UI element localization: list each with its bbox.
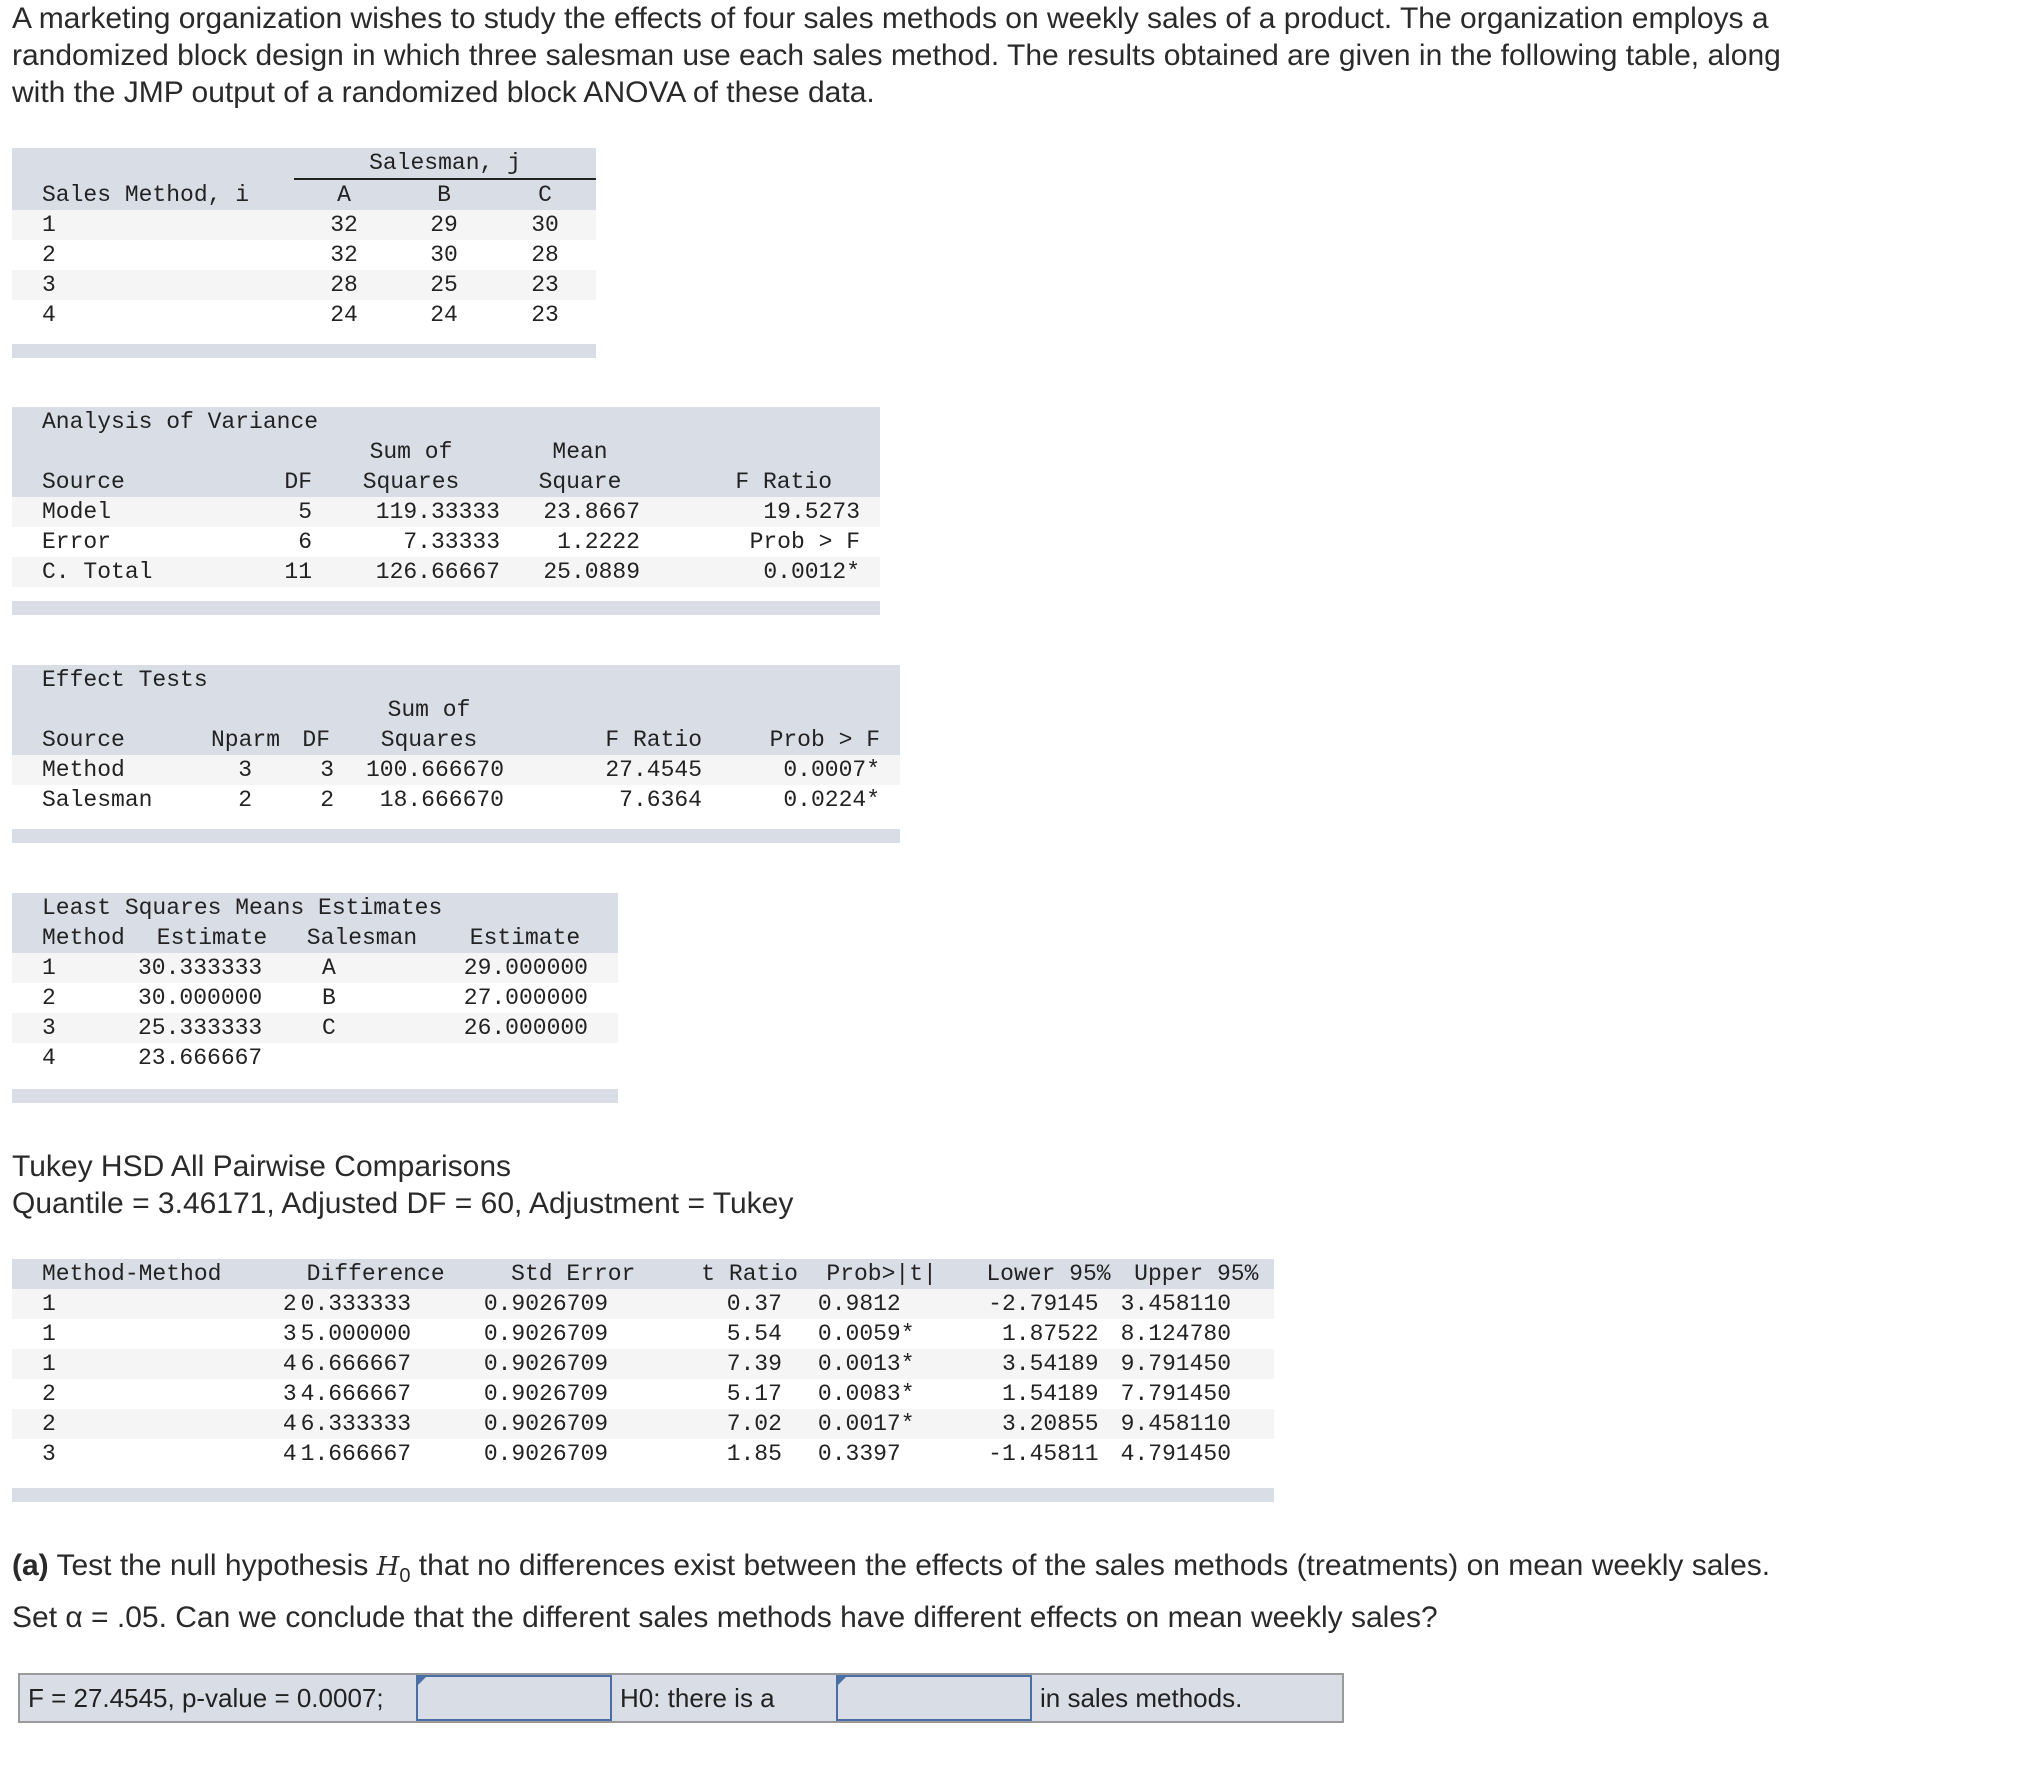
question-label: (a)	[12, 1549, 49, 1582]
cell: 119.33333	[375, 499, 500, 525]
cell: 30.333333	[138, 955, 263, 981]
cell: 30	[531, 212, 559, 238]
cell: 5.17	[726, 1381, 782, 1407]
table-row	[12, 240, 596, 270]
cell: 24	[330, 302, 358, 328]
cell: 0.0013*	[817, 1351, 915, 1377]
question-a	[12, 1545, 2002, 1639]
cell: 0.9026709	[483, 1321, 609, 1347]
tukey-title: Tukey HSD All Pairwise Comparisons	[12, 1150, 512, 1183]
table-row	[12, 1409, 1274, 1439]
table-row	[12, 210, 596, 240]
cell: 2	[320, 787, 334, 813]
cell: 0.9026709	[483, 1381, 609, 1407]
cell: 28	[531, 242, 559, 268]
effect-header-squares: Squares	[380, 727, 478, 753]
cell: 4	[282, 1351, 297, 1377]
cell: 30.000000	[138, 985, 263, 1011]
tukey-header-upper: Upper 95%	[1134, 1261, 1259, 1287]
intro-line-2: randomized block design in which three salesman use each sales method. The results obtained are given in the following table, along	[12, 39, 1781, 72]
sales-method-header: Sales Method, i	[42, 181, 250, 208]
table-row	[12, 1319, 1274, 1349]
answer-text-2: H0: there is a	[620, 1682, 775, 1713]
cell: A	[322, 955, 336, 981]
cell: Method	[42, 757, 125, 783]
cell: 3	[282, 1321, 297, 1347]
cell: 23.666667	[138, 1045, 263, 1071]
cell: 0.333333	[300, 1291, 412, 1317]
h0-symbol: H	[376, 1552, 400, 1582]
col-header-b: B	[437, 182, 451, 208]
cell: 0.0224*	[783, 787, 880, 813]
cell: 7.02	[726, 1411, 782, 1437]
cell: 6.333333	[300, 1411, 412, 1437]
cell: 2	[282, 1291, 297, 1317]
cell: 29.000000	[463, 955, 588, 981]
cell: 19.5273	[763, 499, 860, 525]
anova-header-source: Source	[42, 469, 125, 495]
anova-header-square: Square	[538, 469, 622, 495]
intro-line-1: A marketing organization wishes to study the effects of four sales methods on weekly sales of a product. The organization employs a	[12, 2, 1769, 35]
cell: 5.000000	[300, 1321, 412, 1347]
effect-tests-table	[12, 665, 900, 815]
cell: 6.666667	[300, 1351, 412, 1377]
col-header-a: A	[337, 182, 351, 208]
tukey-header-prob: Prob>|t|	[826, 1261, 937, 1287]
cell: 4.666667	[300, 1381, 412, 1407]
cell: 1.54189	[1001, 1381, 1099, 1407]
cell: 1	[42, 1321, 56, 1347]
effect-tests-footer-bar	[12, 829, 900, 843]
cell	[432, 1043, 618, 1073]
cell: Salesman	[42, 787, 153, 813]
tukey-heading	[12, 1148, 793, 1222]
tukey-header-method: Method	[42, 1261, 125, 1287]
table-row	[12, 953, 618, 983]
cell: 1	[42, 212, 56, 238]
answer-text-3: in sales methods.	[1040, 1682, 1243, 1713]
answer-text-1: F = 27.4545, p-value = 0.0007;	[28, 1682, 384, 1713]
cell: 3	[42, 1015, 56, 1041]
cell: 9.791450	[1120, 1351, 1232, 1377]
cell: C. Total	[42, 559, 153, 585]
table-row	[12, 270, 596, 300]
cell: 0.0007*	[783, 757, 880, 783]
cell: 26.000000	[463, 1015, 588, 1041]
cell: 4.791450	[1120, 1441, 1232, 1467]
cell: 0.9026709	[483, 1411, 609, 1437]
table-row	[12, 1379, 1274, 1409]
cell: 0.0012*	[763, 559, 860, 585]
anova-header-squares: Squares	[362, 469, 460, 495]
tukey-header-difference: Difference	[306, 1261, 445, 1287]
cell: 1.666667	[300, 1441, 412, 1467]
cell: 1	[42, 955, 56, 981]
cell: 126.66667	[375, 559, 500, 585]
ls-means-table	[12, 893, 618, 1073]
table-row	[12, 300, 596, 330]
cell: 3	[42, 272, 56, 298]
anova-header-f-ratio: F Ratio	[735, 469, 832, 495]
cell: 11	[284, 559, 312, 585]
cell: 3	[320, 757, 334, 783]
cell: 24	[430, 302, 458, 328]
cell: 6	[298, 529, 312, 555]
effect-header-nparm: Nparm	[210, 727, 280, 753]
cell: 3.458110	[1120, 1291, 1232, 1317]
cell: 100.666670	[365, 757, 504, 783]
cell: 0.0059*	[817, 1321, 915, 1347]
cell: 0.9026709	[483, 1291, 609, 1317]
table-row	[12, 1289, 1274, 1319]
cell: 4	[282, 1411, 297, 1437]
ls-means-footer-bar	[12, 1089, 618, 1103]
effect-header-source: Source	[42, 727, 125, 753]
cell: 32	[330, 242, 358, 268]
table-row	[12, 1013, 618, 1043]
cell: 23.8667	[543, 499, 640, 525]
question-text-1: Test the null hypothesis	[48, 1549, 377, 1582]
cell: 1	[42, 1291, 56, 1317]
effect-tests-title: Effect Tests	[42, 667, 208, 693]
cell: 7.39	[726, 1351, 782, 1377]
anova-table	[12, 407, 880, 587]
cell: 2	[42, 242, 56, 268]
cell: 2	[42, 1411, 56, 1437]
cell: Prob > F	[749, 529, 860, 555]
cell: 3	[238, 757, 252, 783]
cell: 18.666670	[379, 787, 504, 813]
cell: 3.54189	[1001, 1351, 1099, 1377]
cell: 0.3397	[817, 1441, 901, 1467]
cell: -2.79145	[988, 1291, 1099, 1317]
table-row	[12, 785, 900, 815]
table-row	[12, 557, 880, 587]
cell: 1.87522	[1001, 1321, 1099, 1347]
tukey-table	[12, 1259, 1274, 1469]
cell: 1.2222	[557, 529, 640, 555]
lsm-header-salesman: Salesman	[306, 925, 418, 951]
cell: 7.33333	[403, 529, 500, 555]
intro-line-3: with the JMP output of a randomized block ANOVA of these data.	[12, 76, 875, 109]
cell: 9.458110	[1120, 1411, 1232, 1437]
cell: 0.0083*	[817, 1381, 915, 1407]
cell: 3	[42, 1441, 56, 1467]
lsm-header-method: Method	[42, 925, 125, 951]
effect-header-df: DF	[302, 727, 330, 753]
cell: 0.37	[726, 1291, 782, 1317]
tukey-header-std-error: Std Error	[511, 1261, 636, 1287]
effect-header-prob: Prob > F	[769, 727, 880, 753]
sales-data-table	[12, 148, 596, 330]
cell: Error	[42, 529, 112, 555]
cell: 3	[282, 1381, 297, 1407]
cell: 0.0017*	[817, 1411, 915, 1437]
question-text-2: that no differences exist between the effects of the sales methods (treatments) on mean weekly sales.	[410, 1549, 1771, 1582]
cell: B	[322, 985, 336, 1011]
tukey-footer-bar	[12, 1488, 1274, 1502]
problem-intro	[12, 0, 1992, 111]
anova-header-sum-of: Sum of	[369, 439, 453, 465]
cell: -1.45811	[988, 1441, 1099, 1467]
tukey-header-t-ratio: t Ratio	[701, 1261, 798, 1287]
cell: 27.4545	[605, 757, 702, 783]
cell: 5.54	[726, 1321, 782, 1347]
anova-header-df: DF	[284, 469, 312, 495]
anova-header-mean: Mean	[552, 439, 608, 465]
cell: 1.85	[726, 1441, 782, 1467]
effect-header-f-ratio: F Ratio	[605, 727, 702, 753]
h0-subscript: 0	[399, 1565, 411, 1587]
answer-row	[18, 1673, 1344, 1723]
cell: 28	[330, 272, 358, 298]
cell: 23	[531, 302, 559, 328]
salesman-super-header: Salesman, j	[294, 148, 596, 179]
cell: 29	[430, 212, 458, 238]
cell: 0.9026709	[483, 1441, 609, 1467]
cell: 25	[430, 272, 458, 298]
lsm-header-estimate-2: Estimate	[469, 925, 581, 951]
table-row	[12, 755, 900, 785]
tukey-subtitle: Quantile = 3.46171, Adjusted DF = 60, Adjustment = Tukey	[12, 1187, 794, 1220]
tukey-header-lower: Lower 95%	[986, 1261, 1111, 1287]
cell: 8.124780	[1120, 1321, 1232, 1347]
table-row	[12, 1439, 1274, 1469]
cell: 2	[42, 1381, 56, 1407]
cell: 0.9026709	[483, 1351, 609, 1377]
cell: C	[322, 1015, 336, 1041]
answer-dropdown-1[interactable]	[416, 1675, 612, 1721]
table-row	[12, 1349, 1274, 1379]
cell: 4	[42, 1045, 56, 1071]
cell: 32	[330, 212, 358, 238]
table-row	[12, 983, 618, 1013]
table-row	[12, 527, 880, 557]
cell: 0.9812	[817, 1291, 901, 1317]
cell: 25.0889	[543, 559, 640, 585]
answer-dropdown-2[interactable]	[836, 1675, 1032, 1721]
cell: 2	[42, 985, 56, 1011]
anova-footer-bar	[12, 601, 880, 615]
cell	[292, 1043, 432, 1073]
effect-header-sum-of: Sum of	[387, 697, 471, 723]
cell: 27.000000	[463, 985, 588, 1011]
cell: 25.333333	[138, 1015, 263, 1041]
anova-title: Analysis of Variance	[42, 409, 319, 435]
cell: 23	[531, 272, 559, 298]
cell: Model	[42, 499, 112, 525]
cell: 2	[238, 787, 252, 813]
cell: 30	[430, 242, 458, 268]
cell: 5	[298, 499, 312, 525]
table-row	[12, 497, 880, 527]
lsm-header-estimate: Estimate	[156, 925, 268, 951]
cell: 7.791450	[1120, 1381, 1232, 1407]
question-line-2: Set α = .05. Can we conclude that the different sales methods have different effects on mean weekly sales?	[12, 1601, 1438, 1634]
table-footer-bar	[12, 344, 596, 358]
cell: 4	[282, 1441, 297, 1467]
cell: 1	[42, 1351, 56, 1377]
tukey-header-minus-method: -Method	[124, 1261, 222, 1287]
table-row	[12, 1043, 618, 1073]
col-header-c: C	[538, 182, 552, 208]
cell: 7.6364	[619, 787, 702, 813]
cell: 4	[42, 302, 56, 328]
cell: 3.20855	[1001, 1411, 1099, 1437]
ls-means-title: Least Squares Means Estimates	[42, 895, 443, 921]
